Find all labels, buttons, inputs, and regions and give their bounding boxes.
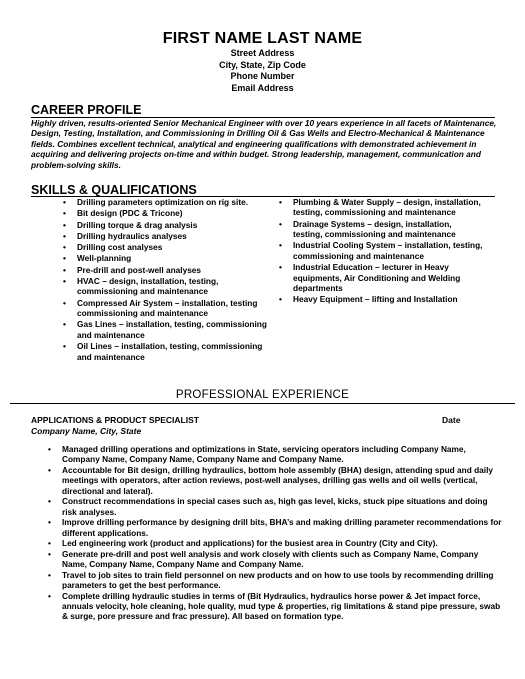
career-profile-text: Highly driven, results-oriented Senior Mechanical Engineer with over 10 years experience in all facets of Maintenance, Design, Testing, Installation, and Commissioning in Drilling Oil & Gas Wells and Electro-Mechanical & Maintenance fields. Combines excellent technical, analytical and engineering qualifications with demonstrated achievement in acquiring and delivering projects on-time and within budget. Strong leadership, management, communication and problem-solving skills. xyxy=(31,118,497,170)
skill-item: • Drainage Systems – design, installation, testing, commissioning and maintenance xyxy=(293,219,483,240)
skill-item: • Pre-drill and post-well analyses xyxy=(77,265,267,275)
skill-item: • Drilling torque & drag analysis xyxy=(77,220,267,230)
skills-list-left xyxy=(77,197,267,363)
skills-heading: SKILLS & QUALIFICATIONS xyxy=(31,183,197,197)
skill-item: • Heavy Equipment – lifting and Installation xyxy=(293,294,483,304)
skill-item: • Industrial Education – lecturer in Heavy equipments, Air Conditioning and Welding departments xyxy=(293,262,483,293)
skill-item: • Plumbing & Water Supply – design, installation, testing, commissioning and maintenance xyxy=(293,197,483,218)
job-duties-list xyxy=(62,444,502,622)
job-date: Date xyxy=(442,415,461,425)
skill-item: • Bit design (PDC & Tricone) xyxy=(77,208,267,218)
experience-rule xyxy=(10,403,515,404)
skill-item: • Drilling hydraulics analyses xyxy=(77,231,267,241)
city-state-zip: City, State, Zip Code xyxy=(219,59,306,70)
job-title: APPLICATIONS & PRODUCT SPECIALIST xyxy=(31,415,199,425)
experience-heading: PROFESSIONAL EXPERIENCE xyxy=(175,389,350,401)
skill-item: • HVAC – design, installation, testing, commissioning and maintenance xyxy=(77,276,267,297)
street-address: Street Address xyxy=(230,48,295,58)
duty-item: • Construct recommendations in special cases such as, high gas level, kicks, stuck pipe situations and doing risk analyses. xyxy=(62,496,502,517)
skill-item: • Industrial Cooling System – installation, testing, commissioning and maintenance xyxy=(293,240,483,261)
duty-item: • Improve drilling performance by designing drill bits, BHA’s and making drilling parameter recommendations for different applications. xyxy=(62,517,502,538)
duty-item: • Managed drilling operations and optimizations in State, servicing operators including Company Name, Company Name, Company Name, Company Name and Company Name. xyxy=(62,444,502,465)
duty-item: • Complete drilling hydraulic studies in terms of (Bit Hydraulics, hydraulics horse power & Jet impact force, annuals velocity, hole cleaning, hole quality, mud type & properties, rig limitations & stand pipe pressure, swab & surge, pore pressure and frac pressure). All based on formation type. xyxy=(62,591,502,622)
duty-item: • Accountable for Bit design, drilling hydraulics, bottom hole assembly (BHA) design, attending spud and daily meetings with operators, after action reviews, post-well analyses, drilling gas wells and oil wells (vertical, directional and lateral). xyxy=(62,465,502,496)
skill-item: • Drilling parameters optimization on rig site. xyxy=(77,197,267,207)
duty-item: • Travel to job sites to train field personnel on new products and on how to use tools by recommending drilling parameters to get the best performance. xyxy=(62,570,502,591)
skill-item: • Oil Lines – installation, testing, commissioning and maintenance xyxy=(77,341,267,362)
skill-item: • Well-planning xyxy=(77,253,267,263)
phone-number: Phone Number xyxy=(230,71,295,81)
skill-item: • Drilling cost analyses xyxy=(77,242,267,252)
duty-item: • Led engineering work (product and applications) for the busiest area in Country (City and City). xyxy=(62,538,502,548)
skill-item: • Compressed Air System – installation, testing commissioning and maintenance xyxy=(77,298,267,319)
company-line: Company Name, City, State xyxy=(31,426,142,436)
email-address: Email Address xyxy=(231,82,294,93)
duty-item: • Generate pre-drill and post well analysis and work closely with clients such as Company Name, Company Name, Company Name, Company Name and Company Name. xyxy=(62,549,502,570)
career-profile-heading: CAREER PROFILE xyxy=(31,103,142,117)
resume-header xyxy=(0,30,525,94)
skill-item: • Gas Lines – installation, testing, commissioning and maintenance xyxy=(77,319,267,340)
candidate-name: FIRST NAME LAST NAME xyxy=(162,30,363,47)
skills-list-right xyxy=(293,197,483,306)
